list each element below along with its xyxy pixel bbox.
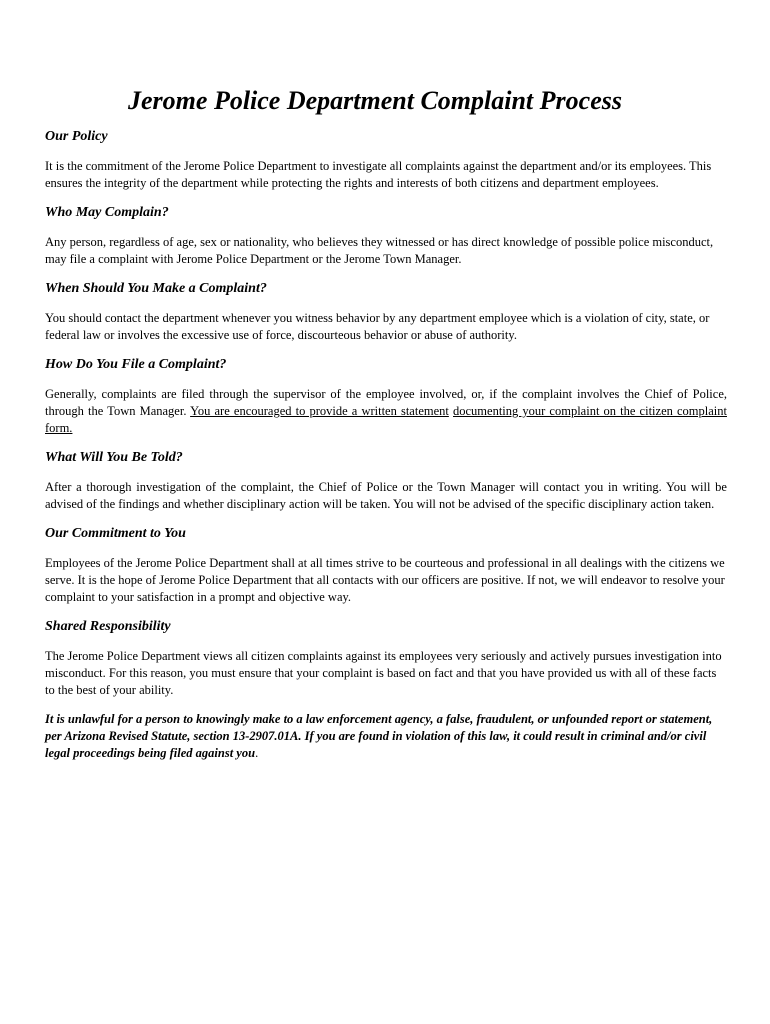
section-shared-responsibility (45, 618, 727, 699)
complaint-form-link[interactable]: documenting your complaint on the citizen complaint form. (45, 404, 727, 435)
section-paragraph: Any person, regardless of age, sex or nationality, who believes they witnessed or has direct knowledge of possible police misconduct, may file a complaint with Jerome Police Department or the Jerome Town Manager. (45, 235, 714, 266)
section-paragraph: You should contact the department whenever you witness behavior by any department employee which is a violation of city, state, or federal law or involves the excessive use of force, discourteous behavior or abuse of authority. (45, 311, 710, 342)
section-paragraph: Employees of the Jerome Police Department shall at all times strive to be courteous and professional in all dealings with the citizens we serve. It is the hope of Jerome Police Department that all contacts with our officers are positive. If not, we will endeavor to resolve your complaint to your satisfaction in a prompt and objective way. (45, 556, 725, 604)
legal-warning (45, 711, 727, 762)
section-heading: When Should You Make a Complaint? (45, 281, 267, 296)
legal-warning-text: It is unlawful for a person to knowingly make to a law enforcement agency, a false, fraudulent, or unfounded report or statement, per Arizona Revised Statute, section 13-2907.01A. If you are found in violation of this law, it could result in criminal and/or civil legal proceedings being filed against you (45, 712, 713, 760)
section-heading: Our Policy (45, 129, 108, 144)
section-when-to-complain (45, 280, 727, 344)
legal-warning-period: . (255, 746, 259, 760)
section-what-will-you-be-told (45, 449, 727, 513)
section-heading: Shared Responsibility (45, 619, 171, 634)
section-paragraph: The Jerome Police Department views all citizen complaints against its employees very seriously and actively pursues investigation into misconduct. For this reason, you must ensure that your complaint is based on fact and that you have provided us with all of these facts to the best of your ability. (45, 649, 722, 697)
section-heading: Who May Complain? (45, 205, 169, 220)
section-heading: What Will You Be Told? (45, 450, 183, 465)
section-heading: How Do You File a Complaint? (45, 357, 227, 372)
section-paragraph: After a thorough investigation of the complaint, the Chief of Police or the Town Manager will contact you in writing. You will be advised of the findings and whether disciplinary action will be taken. You will not be advised of the specific disciplinary action taken. (45, 480, 727, 511)
document-body (45, 128, 727, 762)
section-paragraph (45, 386, 727, 437)
section-our-policy (45, 128, 727, 192)
written-statement-link[interactable]: You are encouraged to provide a written statement (190, 404, 449, 418)
page-title: Jerome Police Department Complaint Process (128, 86, 622, 115)
section-our-commitment (45, 525, 727, 606)
section-paragraph: It is the commitment of the Jerome Police Department to investigate all complaints against the department and/or its employees. This ensures the integrity of the department while protecting the rights and interests of both citizens and department employees. (45, 159, 712, 190)
section-how-to-file (45, 356, 727, 437)
paragraph-text: Generally, complaints are filed through the supervisor of the employee involved, or, if the complaint involves the Chief of Police, through the Town Manager. (45, 387, 727, 418)
section-who-may-complain (45, 204, 727, 268)
section-heading: Our Commitment to You (45, 526, 186, 541)
